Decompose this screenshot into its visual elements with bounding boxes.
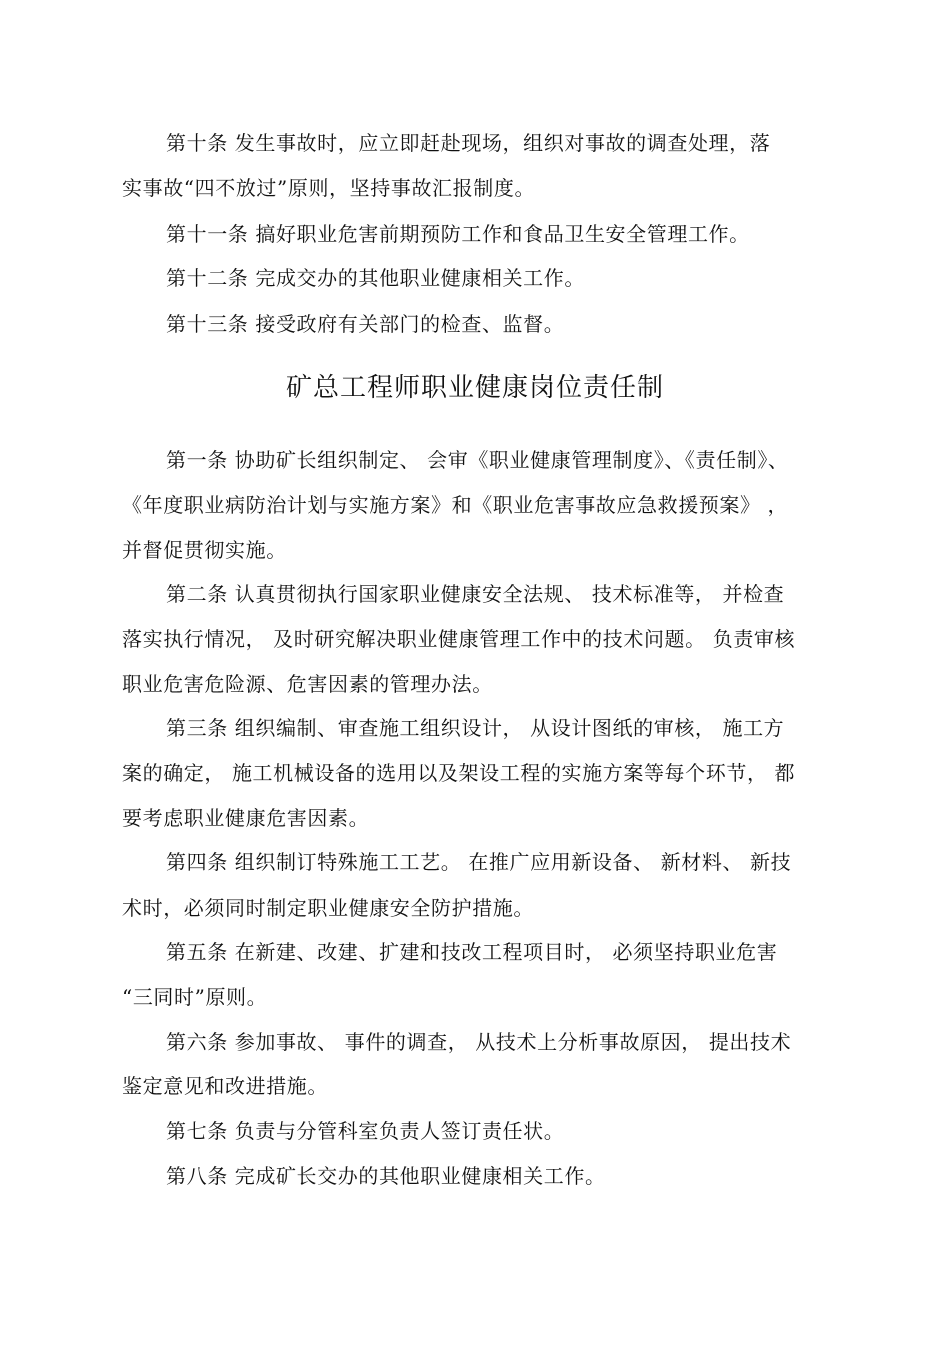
s2-article-3-line-1: 第三条 组织编制、审查施工组织设计， 从设计图纸的审核， 施工方	[166, 716, 785, 740]
article-10-line-2: 实事故“四不放过”原则，坚持事故汇报制度。	[122, 176, 536, 200]
article-12: 第十二条 完成交办的其他职业健康相关工作。	[166, 266, 585, 290]
s2-article-2-line-1: 第二条 认真贯彻执行国家职业健康安全法规、 技术标准等， 并检查	[166, 582, 785, 606]
s2-article-7: 第七条 负责与分管科室负责人签订责任状。	[166, 1119, 565, 1143]
s2-article-3-line-2: 案的确定， 施工机械设备的选用以及架设工程的实施方案等每个环节， 都	[122, 761, 796, 785]
s2-article-6-line-1: 第六条 参加事故、 事件的调查， 从技术上分析事故原因， 提出技术	[166, 1030, 792, 1054]
article-10-line-1: 第十条 发生事故时，应立即赶赴现场，组织对事故的调查处理，落	[166, 131, 771, 155]
s2-article-2-line-3: 职业危害危险源、危害因素的管理办法。	[122, 672, 493, 696]
article-13: 第十三条 接受政府有关部门的检查、监督。	[166, 312, 565, 336]
s2-article-6-line-2: 鉴定意见和改进措施。	[122, 1074, 328, 1098]
s2-article-1-line-3: 并督促贯彻实施。	[122, 538, 287, 562]
s2-article-1-line-1: 第一条 协助矿长组织制定、 会审《职业健康管理制度》、《责任制》、	[166, 448, 789, 472]
s2-article-4-line-2: 术时，必须同时制定职业健康安全防护措施。	[122, 896, 534, 920]
s2-article-8: 第八条 完成矿长交办的其他职业健康相关工作。	[166, 1164, 606, 1188]
article-11: 第十一条 搞好职业危害前期预防工作和食品卫生安全管理工作。	[166, 222, 750, 246]
s2-article-5-line-1: 第五条 在新建、改建、扩建和技改工程项目时， 必须坚持职业危害	[166, 940, 778, 964]
s2-article-3-line-3: 要考虑职业健康危害因素。	[122, 806, 370, 830]
s2-article-5-line-2: “三同时”原则。	[122, 985, 268, 1009]
s2-article-1-line-2: 《年度职业病防治计划与实施方案》和《职业危害事故应急救援预案》 ，	[122, 493, 789, 517]
s2-article-4-line-1: 第四条 组织制订特殊施工工艺。 在推广应用新设备、 新材料、 新技	[166, 850, 792, 874]
s2-article-2-line-2: 落实执行情况， 及时研究解决职业健康管理工作中的技术问题。 负责审核	[122, 627, 796, 651]
section-title: 矿总工程师职业健康岗位责任制	[285, 373, 664, 403]
